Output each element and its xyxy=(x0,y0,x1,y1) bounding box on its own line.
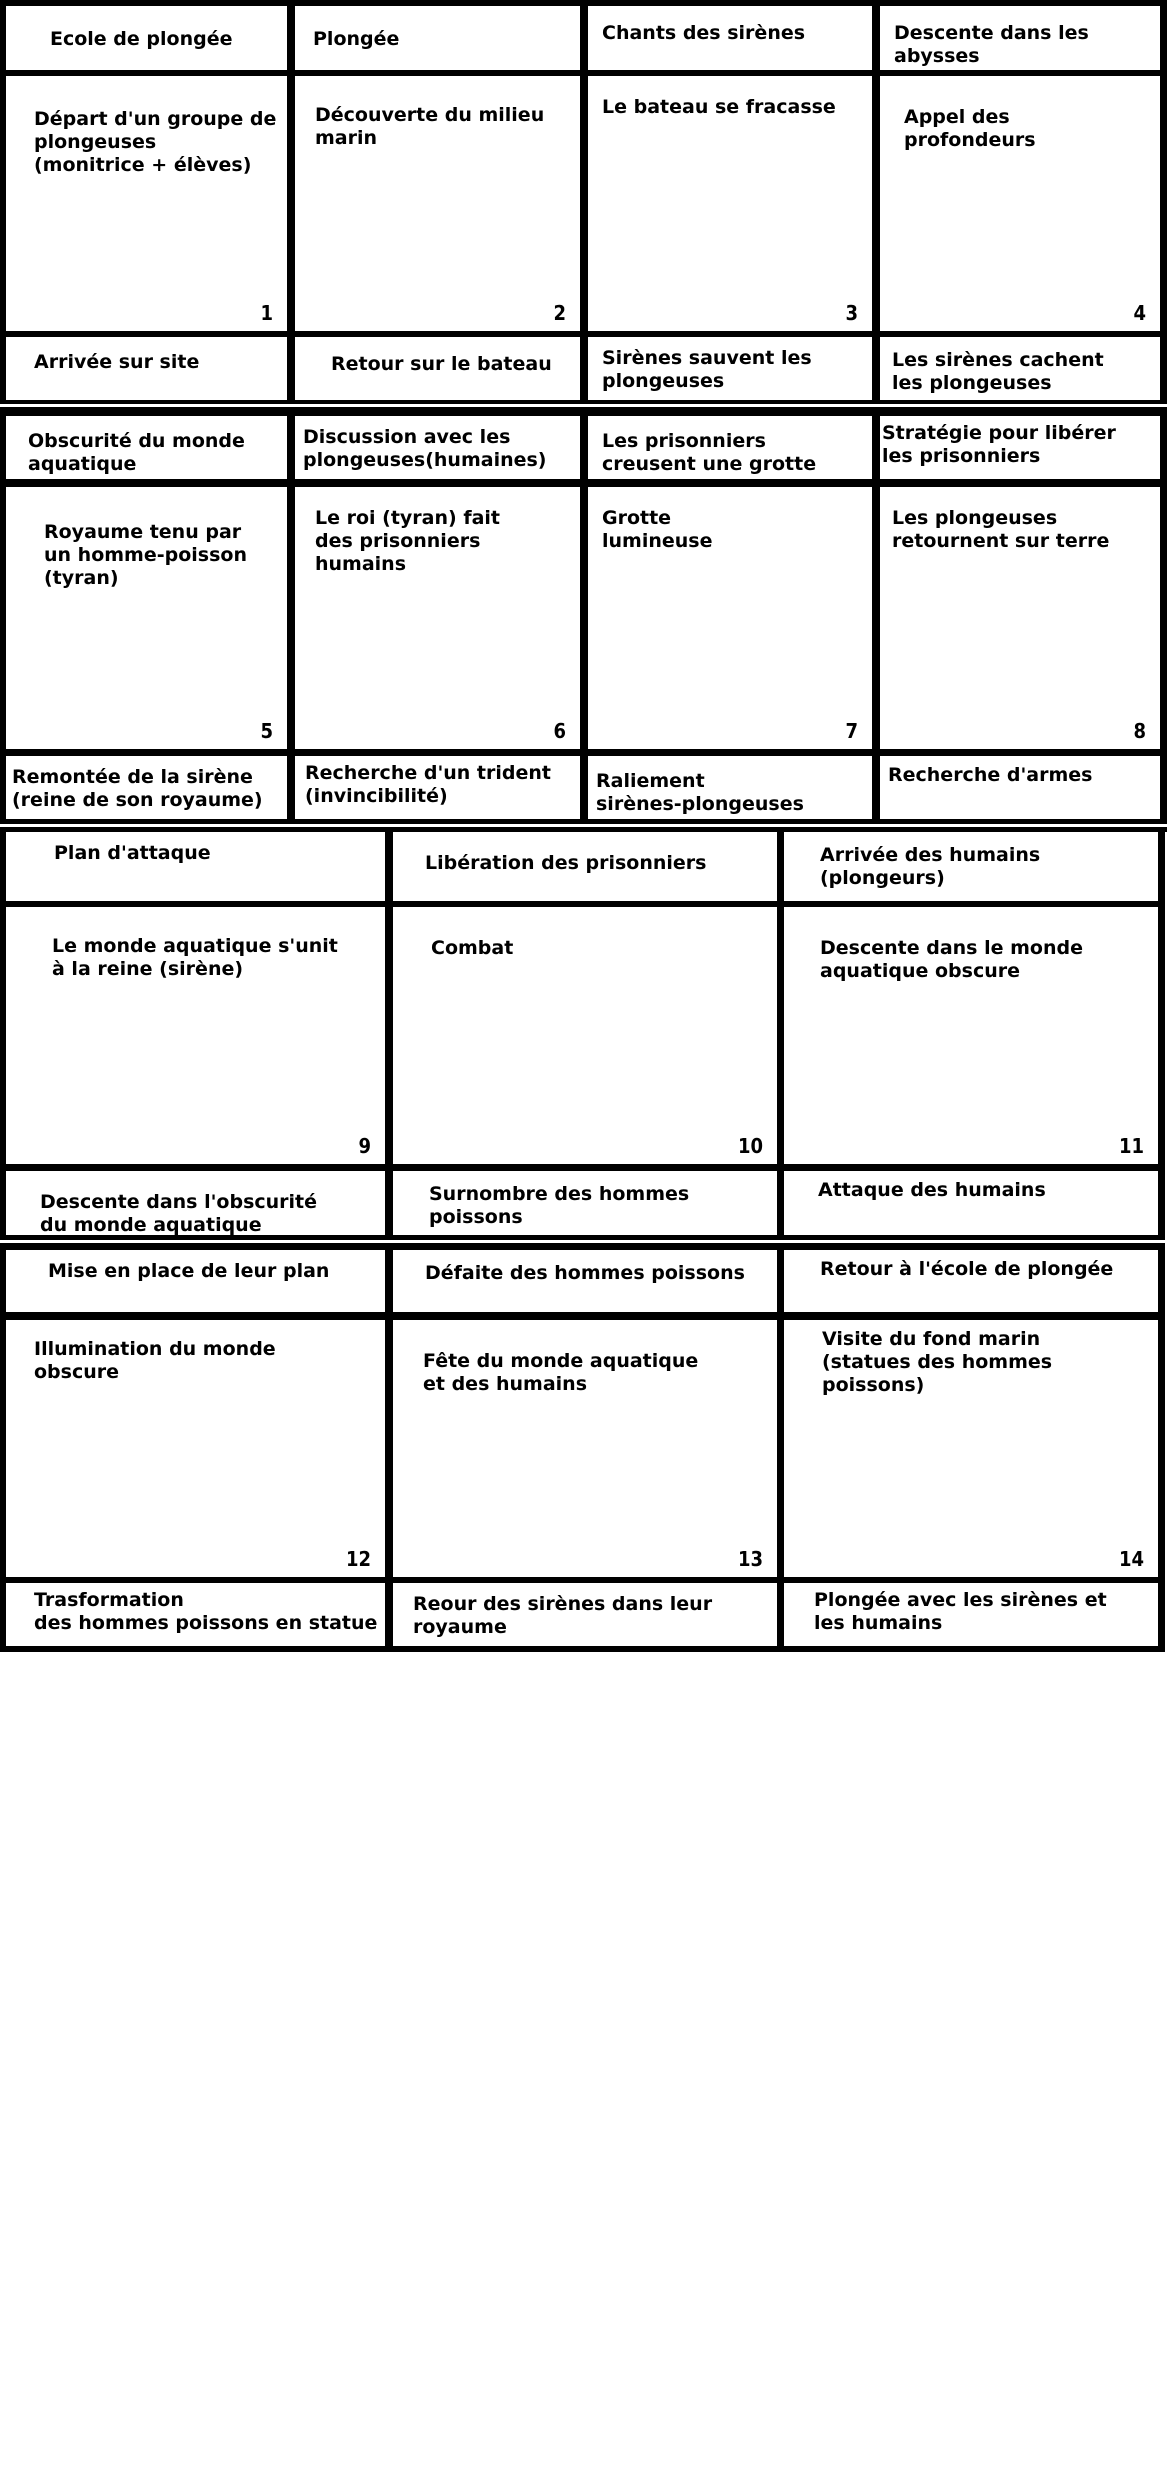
panel-title-box xyxy=(784,1250,1158,1312)
panel-number: 7 xyxy=(845,719,858,743)
panel-description: Le roi (tyran) fait des prisonniers humains xyxy=(315,507,501,575)
panel-caption: Retour sur le bateau xyxy=(331,353,552,375)
panel-frame xyxy=(880,487,1160,749)
panel-title-box xyxy=(295,6,580,70)
panel-title: Descente dans les abysses xyxy=(894,22,1089,67)
panel-description: Le monde aquatique s'unit à la reine (sirène) xyxy=(52,935,338,980)
panel-caption: Reour des sirènes dans leur royaume xyxy=(413,1593,713,1638)
panel-description: Appel des profondeurs xyxy=(904,106,1036,151)
panel-caption: Recherche d'armes xyxy=(888,764,1093,786)
panel-number: 13 xyxy=(737,1547,763,1571)
panel-caption: Attaque des humains xyxy=(818,1179,1046,1201)
panel-caption-box xyxy=(393,1171,777,1235)
panel-frame xyxy=(6,76,287,331)
panel-description: Fête du monde aquatique et des humains xyxy=(423,1350,699,1395)
panel-number: 3 xyxy=(845,301,858,325)
panel-number: 8 xyxy=(1133,719,1146,743)
panel-caption-box xyxy=(588,756,872,819)
panel-title-box xyxy=(588,416,872,479)
panel-caption-box xyxy=(880,337,1160,400)
panel-title-box xyxy=(784,832,1158,901)
panel-caption: Descente dans l'obscurité du monde aquatique xyxy=(40,1191,318,1235)
panel-frame xyxy=(588,487,872,749)
panel-caption: Sirènes sauvent les plongeuses xyxy=(602,347,812,392)
panel-description: Royaume tenu par un homme-poisson (tyran) xyxy=(44,521,247,589)
panel-caption-box xyxy=(393,1583,777,1646)
panel-description: Grotte lumineuse xyxy=(602,507,713,552)
panel-caption-box xyxy=(6,337,287,400)
panel-title: Arrivée des humains (plongeurs) xyxy=(820,844,1041,889)
panel-caption-box xyxy=(784,1171,1158,1235)
panel-caption: Arrivée sur site xyxy=(34,351,200,373)
panel-caption-box xyxy=(784,1583,1158,1646)
panel-description: Les plongeuses retournent sur terre xyxy=(892,507,1110,552)
panel-caption-box xyxy=(295,337,580,400)
panel-title-box xyxy=(588,6,872,70)
panel-title: Chants des sirènes xyxy=(602,22,806,44)
panel-frame xyxy=(393,1320,777,1577)
panel-number: 12 xyxy=(345,1547,371,1571)
panel-title: Les prisonniers creusent une grotte xyxy=(602,430,817,475)
panel-description: Visite du fond marin (statues des hommes poissons) xyxy=(822,1328,1053,1396)
panel-caption-box xyxy=(880,756,1160,819)
panel-caption-box xyxy=(588,337,872,400)
panel-number: 11 xyxy=(1118,1134,1144,1158)
panel-frame xyxy=(6,1320,385,1577)
panel-caption: Surnombre des hommes poissons xyxy=(429,1183,690,1228)
panel-title-box xyxy=(295,416,580,479)
panel-frame xyxy=(6,907,385,1164)
panel-description: Combat xyxy=(431,937,514,959)
panel-title: Plongée xyxy=(313,28,400,50)
row-separator xyxy=(0,404,1167,407)
panel-description: Découverte du milieu marin xyxy=(315,104,545,149)
panel-caption-box xyxy=(295,756,580,819)
panel-number: 4 xyxy=(1133,301,1146,325)
panel-title-box xyxy=(6,1250,385,1312)
panel-caption: Recherche d'un trident (invincibilité) xyxy=(305,762,551,807)
panel-title: Discussion avec les plongeuses(humaines) xyxy=(303,426,547,471)
row-separator xyxy=(0,1240,1165,1243)
panel-title: Libération des prisonniers xyxy=(425,852,707,874)
panel-caption-box xyxy=(6,1171,385,1235)
panel-title-box xyxy=(393,832,777,901)
panel-title: Retour à l'école de plongée xyxy=(820,1258,1114,1280)
panel-title: Ecole de plongée xyxy=(50,28,233,50)
panel-caption: Plongée avec les sirènes et les humains xyxy=(814,1589,1107,1634)
panel-frame xyxy=(295,487,580,749)
panel-title-box xyxy=(6,416,287,479)
panel-number: 2 xyxy=(553,301,566,325)
panel-frame xyxy=(393,907,777,1164)
panel-frame xyxy=(588,76,872,331)
panel-number: 10 xyxy=(737,1134,763,1158)
panel-frame xyxy=(784,1320,1158,1577)
panel-number: 6 xyxy=(553,719,566,743)
panel-caption: Raliement sirènes-plongeuses xyxy=(596,770,804,815)
panel-title-box xyxy=(880,6,1160,70)
panel-title: Mise en place de leur plan xyxy=(48,1260,330,1282)
panel-number: 9 xyxy=(358,1134,371,1158)
panel-description: Le bateau se fracasse xyxy=(602,96,836,118)
panel-caption-box xyxy=(6,756,287,819)
panel-title-box xyxy=(6,832,385,901)
panel-caption: Les sirènes cachent les plongeuses xyxy=(892,349,1104,394)
panel-description: Illumination du monde obscure xyxy=(34,1338,276,1383)
panel-description: Descente dans le monde aquatique obscure xyxy=(820,937,1083,982)
panel-number: 14 xyxy=(1118,1547,1144,1571)
panel-frame xyxy=(6,487,287,749)
panel-title-box xyxy=(880,416,1160,479)
panel-title: Obscurité du monde aquatique xyxy=(28,430,245,475)
panel-description: Départ d'un groupe de plongeuses (monitrice + élèves) xyxy=(34,108,277,176)
panel-caption: Remontée de la sirène (reine de son royaume) xyxy=(12,766,263,811)
panel-frame xyxy=(880,76,1160,331)
panel-caption-box xyxy=(6,1583,385,1646)
panel-number: 5 xyxy=(260,719,273,743)
panel-caption: Trasformation des hommes poissons en statue xyxy=(34,1589,378,1634)
panel-title: Défaite des hommes poissons xyxy=(425,1262,745,1284)
panel-title: Plan d'attaque xyxy=(54,842,211,864)
panel-frame xyxy=(784,907,1158,1164)
panel-frame xyxy=(295,76,580,331)
panel-title-box xyxy=(393,1250,777,1312)
panel-number: 1 xyxy=(260,301,273,325)
panel-title-box xyxy=(6,6,287,70)
panel-title: Stratégie pour libérer les prisonniers xyxy=(882,422,1116,467)
